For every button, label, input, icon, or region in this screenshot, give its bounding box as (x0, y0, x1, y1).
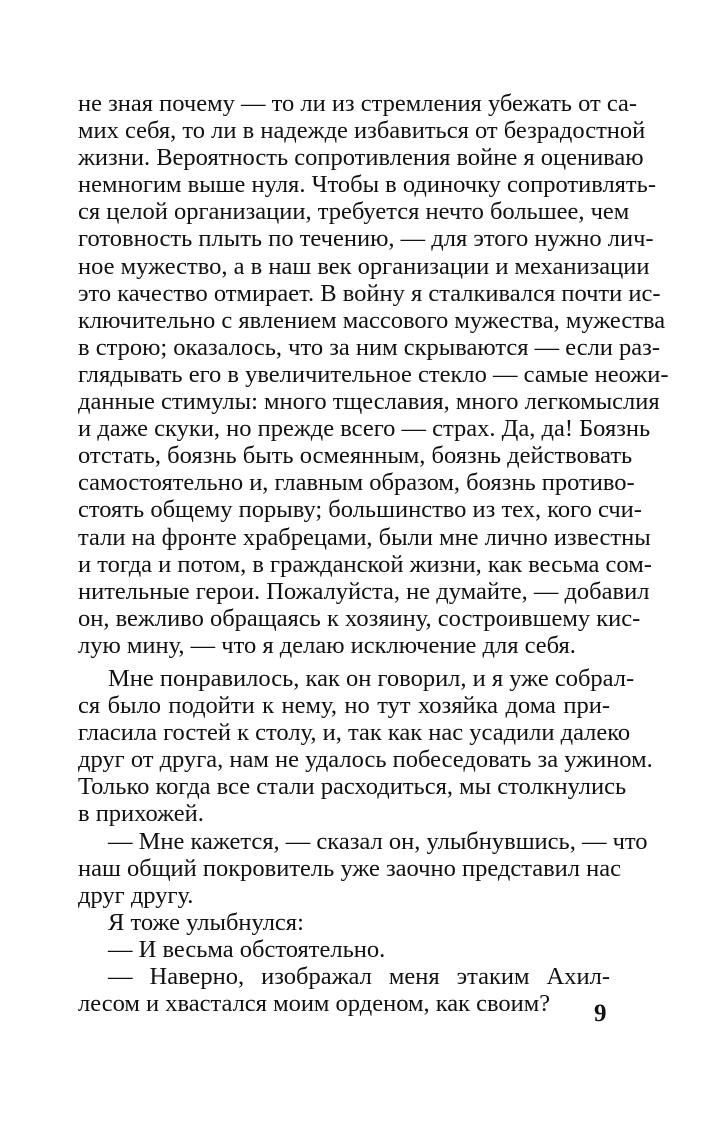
text-line: ся целой организации, требуется нечто большее, чем (78, 198, 630, 226)
text-line: ключительно с явлением массового мужества, мужества (78, 306, 666, 334)
text-line: Мне понравилось, как он говорил, и я уже собрал- (108, 664, 635, 692)
text-line: лесом и хвастался моим орденом, как своим? (78, 990, 551, 1018)
text-line: в строю; оказалось, что за ним скрываются — если раз- (78, 333, 660, 361)
text-line: друг от друга, нам не удалось побеседовать за ужином. (78, 746, 653, 774)
text-line: он, вежливо обращаясь к хозяину, состроившему кис- (78, 604, 641, 632)
text-line: и тогда и потом, в гражданской жизни, как весьма сом- (78, 550, 652, 578)
text-line: наш общий покровитель уже заочно представил нас (78, 854, 621, 882)
text-line: лую мину, — что я делаю исключение для себя. (78, 631, 576, 659)
text-line: тали на фронте храбрецами, были мне лично известны (78, 523, 651, 551)
paragraph (78, 909, 610, 936)
text-line: это качество отмирает. В войну я сталкивался почти ис- (78, 279, 661, 307)
paragraph (78, 664, 653, 828)
text-line: ное мужество, а в наш век организации и механизации (78, 252, 650, 280)
text-line: не зная почему — то ли из стремления убежать от са- (78, 90, 638, 117)
text-line: нительные герои. Пожалуйста, не думайте, — добавил (78, 577, 650, 605)
body-text (78, 90, 669, 1018)
text-line: — Мне кажется, — сказал он, улыбнувшись, — что (108, 827, 648, 855)
text-line: мих себя, то ли в надежде избавиться от безрадостной (78, 117, 646, 145)
text-line: — Наверно, изображал меня этаким Ахил- (108, 963, 610, 990)
text-line: Я тоже улыбнулся: (108, 908, 304, 936)
text-line: ся было подойти к нему, но тут хозяйка дома при- (78, 692, 610, 720)
text-line: немногим выше нуля. Чтобы в одиночку сопротивлять- (78, 171, 656, 199)
paragraph (78, 827, 648, 909)
text-line: — И весьма обстоятельно. (108, 935, 386, 963)
text-line: стоять общему порыву; большинство из тех, кого счи- (78, 496, 642, 524)
paragraph (78, 936, 610, 963)
text-line: гласила гостей к столу, и, так как нас усадили далеко (78, 719, 631, 747)
paragraph (78, 90, 669, 659)
text-line: Только когда все стали расходиться, мы столкнулись (78, 773, 627, 801)
text-line: данные стимулы: много тщеславия, много легкомыслия (78, 388, 660, 416)
text-line: самостоятельно и, главным образом, боязнь противо- (78, 469, 635, 497)
page-number: 9 (594, 1000, 607, 1027)
text-line: отстать, боязнь быть осмеянным, боязнь действовать (78, 442, 633, 470)
paragraph (78, 963, 610, 1017)
text-line: в прихожей. (78, 800, 204, 828)
text-line: глядывать его в увеличительное стекло — самые неожи- (78, 360, 669, 388)
text-line: готовность плыть по течению, — для этого нужно лич- (78, 225, 654, 253)
text-line: друг другу. (78, 881, 194, 909)
text-line: жизни. Вероятность сопротивления войне я оцениваю (78, 144, 644, 172)
text-line: и даже скуки, но прежде всего — страх. Да, да! Боязнь (78, 415, 651, 443)
